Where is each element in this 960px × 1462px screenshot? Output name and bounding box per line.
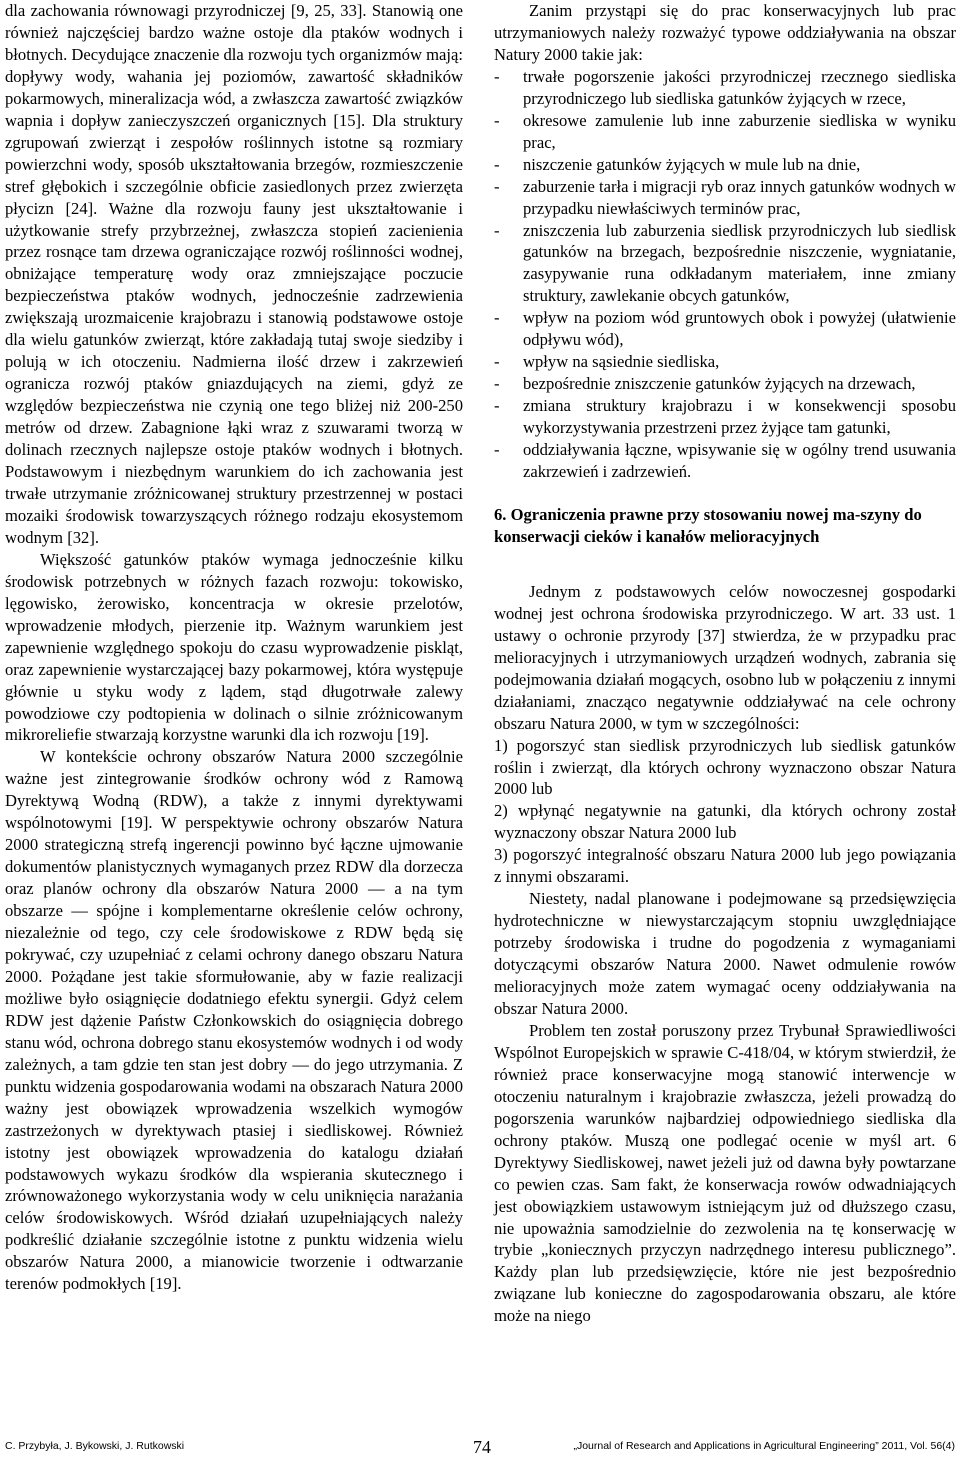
footer-journal: „Journal of Research and Applications in Agricultural Engineering” 2011, Vol. 56(4) — [573, 1440, 955, 1452]
list-item: - niszczenie gatunków żyjących w mule lub na dnie, — [494, 154, 861, 174]
list-item: 1) pogorszyć stan siedlisk przyrodniczych lub siedlisk gatunków roślin i zwierząt, dla których ochrony wyznaczono obszar Natura 2000 lub — [494, 735, 956, 799]
right-intro-paragraph: Zanim przystąpi się do prac konserwacyjnych lub prac utrzymaniowych należy rozważyć typowe oddziaływania na obszar Natury 2000 takie jak: — [494, 1, 956, 64]
list-item: - zmiana struktury krajobrazu i w konsekwencji sposobu wykorzystywania przestrzeni przez żyjące tam gatunki, — [494, 396, 956, 438]
right-paragraph-3: Problem ten został poruszony przez Trybunał Sprawiedliwości Wspólnot Europejskich w sprawie C-418/04, w którym stwierdził, że również prace konserwacyjne mogą stanowić interwencje w otoczeniu naturalnym i krajobrazie zwłaszcza, jeżeli prowadzą do pogorszenia warunków najbardziej odpowiedniego siedliska dla ochrony ptaków. Muszą one podlegać ocenie w myśl art. 6 Dyrektywy Siedliskowej, nawet jeżeli już od dawna były powtarzane co pewien czas. Sam fakt, że konserwacja rowów odwadniających jest obowiązkiem ustawowym istniejącym już od dłuższego czasu, nie upoważnia samodzielnie do zezwolenia na tę konserwację w trybie „koniecznych przyczyn nadrzędnego interesu publicznego”. Każdy plan lub przedsięwzięcie, które nie jest bezpośrednio związane lub konieczne do zagospodarowania obszaru, ale które może na niego — [494, 1020, 956, 1326]
right-paragraph-2: Niestety, nadal planowane i podejmowane są przedsięwzięcia hydrotechniczne w niewystarczającym stopniu uwzględniające potrzeby środowiska i trudne do pogodzenia z wymaganiami dotyczącymi obszarów Natura 2000. Nawet odmulenie rowów melioracyjnych może zatem wymagać oceny oddziaływania na obszar Natura 2000. — [494, 889, 956, 1018]
list-item: - oddziaływania łączne, wpisywanie się w ogólny trend usuwania zakrzewień i zadrzewień. — [494, 440, 956, 482]
left-column — [5, 0, 463, 1295]
page-number: 74 — [473, 1437, 491, 1457]
list-item: - okresowe zamulenie lub inne zaburzenie siedliska w wyniku prac, — [494, 110, 956, 152]
right-column — [494, 0, 956, 1327]
list-item: 2) wpłynąć negatywnie na gatunki, dla których ochrony został wyznaczony obszar Natura 2000 lub — [494, 801, 956, 843]
left-paragraph-2: Większość gatunków ptaków wymaga jednocześnie kilku środowisk potrzebnych w różnych fazach rozwoju: tokowisko, lęgowisko, żerowisko, koncentracja w okresie przelotów, wprowadzenie młodych, pierzenie itp. Ważnym warunkiem jest zapewnienie względnego spokoju do czasu wyprowadzenie piskląt, oraz zapewnienie wystarczającej bazy pokarmowej, która występuje głównie u styku wody z lądem, stąd długotrwałe zalewy powodziowe czy podtopienia w dolinach o silnie zróżnicowanym mikroreliefie stwarzają korzystne warunki dla ich rozwoju [19]. — [5, 549, 463, 745]
list-item: - zaburzenie tarła i migracji ryb oraz innych gatunków wodnych w przypadku niewłaściwych terminów prac, — [494, 176, 956, 218]
footer-authors: C. Przybyła, J. Bykowski, J. Rutkowski — [5, 1440, 185, 1452]
list-item: - wpływ na sąsiednie siedliska, — [494, 352, 720, 372]
right-paragraph-1: Jednym z podstawowych celów nowoczesnej gospodarki wodnej jest ochrona środowiska przyrodniczego. W art. 33 ust. 1 ustawy o ochronie przyrody [37] stwierdza, że w przypadku prac melioracyjnych i utrzymaniowych urządzeń wodnych, zabrania się podejmowania działań mogących, osobno lub w połączeniu z innymi działaniami, znacząco negatywnie oddziaływać na cele ochrony obszaru Natura 2000, w tym w szczególności: — [494, 581, 956, 733]
list-item: 3) pogorszyć integralność obszaru Natura 2000 lub jego powiązania z innymi obszarami. — [494, 845, 956, 887]
left-paragraph-1: dla zachowania równowagi przyrodniczej [9, 25, 33]. Stanowią one również najczęściej bardzo ważne ostoje dla ptaków wodnych i błotnych. Decydujące znaczenie dla rozwoju tych organizmów mają: dopływy wody, wahania jej poziomów, zawartość składników pokarmowych, mineralizacja wód, a zwłaszcza zawartość związków wapnia i dopływ zanieczyszczeń organicznych [15]. Dla struktury zgrupowań zwierząt i zespołów roślinnych istotne są rozmiary powierzchni wody, sposób ukształtowania brzegów, rozmieszczenie stref głębokich i szczególnie obficie zasiedlonych przez zwierzęta płycizn [24]. Ważne dla rozwoju fauny jest ukształtowanie i użytkowanie strefy przybrzeżnej, zwłaszcza stopień zacienienia przez rosnące tam drzewa ograniczające rozwój roślinności wodnej, obniżające temperaturę wody oraz zmniejszające poczucie bezpieczeństwa ptaków wodnych, jednocześnie zadrzewienia zwiększają urozmaicenie krajobrazu i stanowią podstawowe ostoje dla wielu gatunków zwierząt, które zakładają tutaj swoje siedziby i polują w ich otoczeniu. Nadmierna ilość drzew i zakrzewień ogranicza rozwój ptaków gniazdujących na ziemi, gdyż ze względów bezpieczeństwa nie czynią one tego bliżej niż 200-250 metrów od drzew. Zabagnione łąki wraz z szuwarami tworzą w dolinach rzecznych najlepsze ostoje ptaków wodnych i błotnych. Podstawowym i niezbędnym warunkiem do ich zachowania jest trwałe utrzymanie zróżnicowanej struktury przestrzennej w postaci mozaiki środowisk towarzyszących różnego rodzaju ekosystemom wodnym [32]. — [5, 1, 463, 547]
left-paragraph-3: W kontekście ochrony obszarów Natura 2000 szczególnie ważne jest zintegrowanie środków ochrony wód z Ramową Dyrektywą Wodną (RDW), a także z innymi dyrektywami wspólnotowymi [19]. W perspektywie ochrony obszarów Natura 2000 strategiczną strefą ingerencji powinno być łączne ujmowanie dokumentów planistycznych wymaganych przez RDW dla dorzecza oraz planów ochrony dla obszarów Natura 2000 — a na tym obszarze — spójne i komplementarne określenie celów ochrony, niezależnie od tego, czy cele środowiskowe z RDW będą się pokrywać, czy uzupełniać z celami ochrony danego obszaru Natura 2000. Pożądane jest takie sformułowanie, aby w fazie realizacji możliwe było osiągnięcie dodatniego efektu synergii. Gdyż celem RDW jest dążenie Państw Członkowskich do osiągnięcia dobrego stanu wód, ochrona dobrego stanu ekosystemów wodnych i od wody zależnych, a tam gdzie ten stan jest dobry — do jego utrzymania. Z punktu widzenia gospodarowania wodami na obszarach Natura 2000 ważny jest obowiązek wprowadzenia wszelkich wymogów zastrzeżonych w dyrektywach ptasiej i siedliskowej. Również istotny jest obowiązek wprowadzenia do katalogu działań podstawowych wykazu środków dla wspierania skutecznego i zrównoważonego wykorzystania wody w celu uniknięcia narażania celów środowiskowych. Wśród działań uzupełniających należy podkreślić działanie szczególnie istotne z punktu widzenia wielu obszarów Natura 2000, a mianowicie tworzenie i odtwarzanie terenów podmokłych [19]. — [5, 747, 463, 1294]
page-footer — [5, 1434, 955, 1462]
list-item: - bezpośrednie zniszczenie gatunków żyjących na drzewach, — [494, 374, 916, 394]
section-heading: 6. Ograniczenia prawne przy stosowaniu nowej ma-szyny do konserwacji cieków i kanałów melioracyjnych — [494, 504, 922, 546]
impact-list — [494, 66, 956, 483]
list-item: - zniszczenia lub zaburzenia siedlisk przyrodniczych lub siedlisk gatunków na brzegach, bezpośrednie niszczenie, wygniatanie, zasypywanie runa odkładanym materiałem, inne zmiany struktury, zawlekanie obcych gatunków, — [494, 220, 956, 306]
list-item: - wpływ na poziom wód gruntowych obok i powyżej (ułatwienie odpływu wód), — [494, 308, 956, 350]
numbered-list — [494, 735, 956, 889]
list-item: - trwałe pogorszenie jakości przyrodniczej rzecznego siedliska przyrodniczego lub siedliska gatunków żyjących w rzece, — [494, 66, 956, 108]
